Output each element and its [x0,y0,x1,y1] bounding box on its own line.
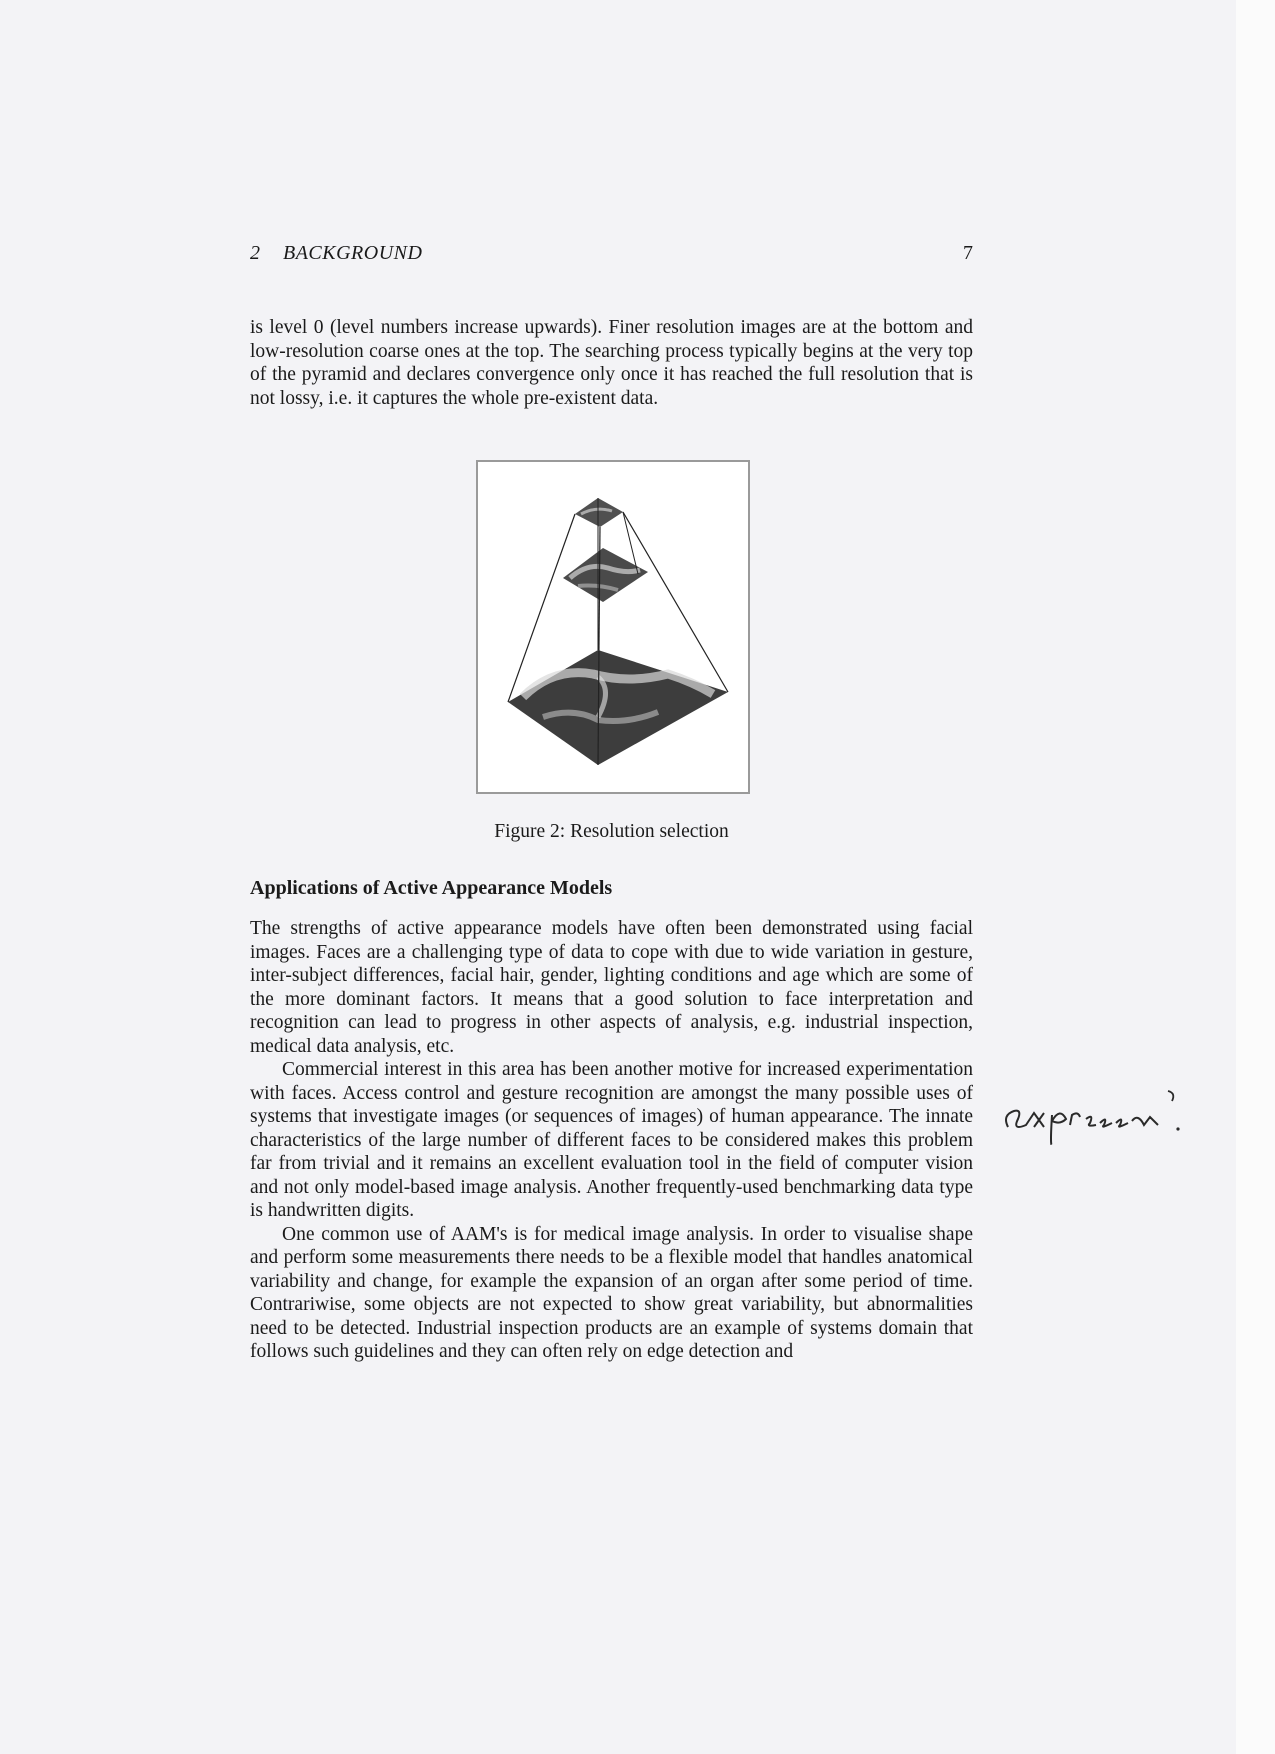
pyramid-level-0 [508,650,728,765]
page-edge [1236,0,1275,1754]
section-body [250,917,973,1364]
figure-resolution-pyramid [476,460,750,794]
header-section-title: BACKGROUND [283,242,423,264]
figure-caption: Figure 2: Resolution selection [494,821,729,842]
intro-paragraph-text: is level 0 (level numbers increase upwards). Finer resolution images are at the bottom and low-resolution coarse ones at the top. The searching process typically begins at the very top of the pyramid and declares convergence only once it has reached the full resolution that is not lossy, i.e. it captures the whole pre-existent data. [250,317,973,409]
section-heading: Applications of Active Appearance Models [250,877,613,899]
body-paragraph: Commercial interest in this area has been another motive for increased experimentation with faces. Access control and gesture recognition are amongst the many possible uses of systems that investigate images (or sequences of images) of human appearance. The innate characteristics of the large number of different faces to be considered makes this problem far from trivial and it remains an excellent evaluation tool in the field of computer vision and not only model-based image analysis. Another frequently-used benchmarking data type is handwritten digits. [250,1059,973,1221]
running-header [250,242,973,268]
pyramid-illustration [478,462,748,792]
body-paragraph: The strengths of active appearance models have often been demonstrated using facial images. Faces are a challenging type of data to cope with due to wide variation in gesture, inter-subject differences, facial hair, gender, lighting conditions and age which are some of the more dominant factors. It means that a good solution to face interpretation and recognition can lead to progress in other aspects of analysis, e.g. industrial inspection, medical data analysis, etc. [250,918,973,1057]
intro-paragraph [250,316,973,410]
body-paragraph: One common use of AAM's is for medical image analysis. In order to visualise shape and perform some measurements there needs to be a flexible model that handles anatomical variability and change, for example the expansion of an organ after some period of time. Contrariwise, some objects are not expected to show great variability, but abnormalities need to be detected. Industrial inspection products are an example of systems domain that follows such guidelines and they can often rely on edge detection and [250,1223,973,1362]
header-section-number: 2 [250,242,260,264]
page-number: 7 [963,242,973,264]
handwritten-margin-note [1000,1085,1200,1145]
